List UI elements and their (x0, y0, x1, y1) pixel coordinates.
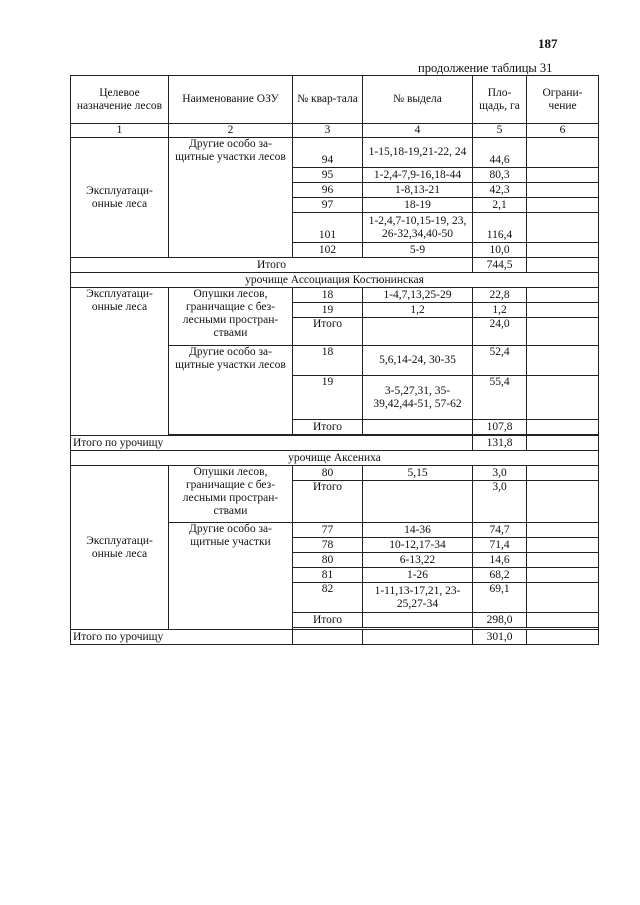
header-area: Пло-щадь, га (473, 76, 527, 124)
restriction-cell (527, 568, 599, 583)
purpose-cell: Эксплуатаци-онные леса (71, 138, 169, 258)
restriction-cell (527, 303, 599, 318)
subtotal-label: Итого (293, 613, 363, 628)
area-cell: 80,3 (473, 168, 527, 183)
restriction-cell (527, 523, 599, 538)
restriction-cell (527, 376, 599, 420)
total-row (71, 258, 599, 273)
vydel-cell: 10-12,17-34 (363, 538, 473, 553)
subtotal-area: 24,0 (473, 318, 527, 346)
tract-total-row (71, 436, 599, 451)
section-title-row (71, 273, 599, 288)
vydel-cell: 1-8,13-21 (363, 183, 473, 198)
restriction-cell (527, 213, 599, 243)
area-cell: 3,0 (473, 466, 527, 481)
kvartal-cell: 97 (293, 198, 363, 213)
ozu-cell: Опушки лесов, граничащие с без-лесными простран-ствами (169, 466, 293, 523)
kvartal-cell: 19 (293, 303, 363, 318)
area-cell: 71,4 (473, 538, 527, 553)
area-cell: 44,6 (473, 138, 527, 168)
vydel-cell: 1-2,4-7,9-16,18-44 (363, 168, 473, 183)
header-vydel: № выдела (363, 76, 473, 124)
kvartal-cell: 80 (293, 553, 363, 568)
kvartal-cell: 101 (293, 213, 363, 243)
ozu-cell: Опушки лесов, граничащие с без-лесными простран-ствами (169, 288, 293, 346)
restriction-cell (527, 436, 599, 451)
area-cell: 22,8 (473, 288, 527, 303)
restriction-cell (527, 481, 599, 523)
tract-total-area: 131,8 (473, 436, 527, 451)
kvartal-cell: 81 (293, 568, 363, 583)
restriction-cell (527, 420, 599, 435)
tract-total-area: 301,0 (473, 630, 527, 645)
vydel-cell: 6-13,22 (363, 553, 473, 568)
kvartal-cell: 95 (293, 168, 363, 183)
vydel-cell: 18-19 (363, 198, 473, 213)
restriction-cell (527, 288, 599, 303)
subtotal-label: Итого (293, 481, 363, 523)
subtotal-area: 298,0 (473, 613, 527, 628)
ozu-cell: Другие особо за-щитные участки (169, 523, 293, 630)
tract-total-label: Итого по урочищу (71, 630, 293, 645)
total-area: 744,5 (473, 258, 527, 273)
purpose-cell: Эксплуатаци-онные леса (71, 466, 169, 630)
kvartal-cell: 94 (293, 138, 363, 168)
col-number: 6 (527, 124, 599, 138)
table-row (71, 466, 599, 481)
restriction-cell (527, 198, 599, 213)
total-label: Итого (71, 258, 473, 273)
restriction-cell (527, 346, 599, 376)
kvartal-cell: 102 (293, 243, 363, 258)
restriction-cell (527, 538, 599, 553)
restriction-cell (527, 243, 599, 258)
area-cell: 42,3 (473, 183, 527, 198)
ozu-cell: Другие особо за-щитные участки лесов (169, 346, 293, 435)
vydel-cell: 1-26 (363, 568, 473, 583)
vydel-cell: 5,15 (363, 466, 473, 481)
table-row (71, 138, 599, 168)
area-cell: 1,2 (473, 303, 527, 318)
kvartal-cell: 96 (293, 183, 363, 198)
col-number: 3 (293, 124, 363, 138)
tract-title: урочище Аксениха (71, 451, 599, 466)
restriction-cell (527, 630, 599, 645)
tract-total-label: Итого по урочищу (71, 436, 473, 451)
table-caption: продолжение таблицы 31 (418, 61, 553, 75)
column-numbers-row (71, 124, 599, 138)
header-ozu: Наименование ОЗУ (169, 76, 293, 124)
vydel-cell (363, 613, 473, 628)
area-cell: 69,1 (473, 583, 527, 613)
restriction-cell (527, 138, 599, 168)
vydel-cell: 1-15,18-19,21-22, 24 (363, 138, 473, 168)
header-restriction: Ограни-чение (527, 76, 599, 124)
col-number: 4 (363, 124, 473, 138)
vydel-cell: 14-36 (363, 523, 473, 538)
area-cell: 2,1 (473, 198, 527, 213)
vydel-cell: 3-5,27,31, 35-39,42,44-51, 57-62 (363, 376, 473, 420)
vydel-cell: 1,2 (363, 303, 473, 318)
kvartal-cell: 18 (293, 346, 363, 376)
restriction-cell (527, 613, 599, 628)
vydel-cell (363, 481, 473, 523)
area-cell: 14,6 (473, 553, 527, 568)
subtotal-label: Итого (293, 420, 363, 435)
kvartal-cell: 77 (293, 523, 363, 538)
area-cell: 116,4 (473, 213, 527, 243)
restriction-cell (527, 168, 599, 183)
subtotal-area: 107,8 (473, 420, 527, 435)
tract-title: урочище Ассоциация Костюнинская (71, 273, 599, 288)
header-row (71, 76, 599, 124)
forest-table (70, 75, 599, 645)
restriction-cell (527, 553, 599, 568)
ozu-cell: Другие особо за-щитные участки лесов (169, 138, 293, 258)
restriction-cell (527, 583, 599, 613)
vydel-cell: 1-4,7,13,25-29 (363, 288, 473, 303)
area-cell: 55,4 (473, 376, 527, 420)
area-cell: 10,0 (473, 243, 527, 258)
vydel-cell (363, 318, 473, 346)
kvartal-cell: 78 (293, 538, 363, 553)
vydel-cell (363, 630, 473, 645)
area-cell: 68,2 (473, 568, 527, 583)
kvartal-cell: 80 (293, 466, 363, 481)
purpose-cell: Эксплуатаци-онные леса (71, 288, 169, 436)
area-cell: 74,7 (473, 523, 527, 538)
subtotal-area: 3,0 (473, 481, 527, 523)
restriction-cell (527, 466, 599, 481)
table-row (71, 288, 599, 303)
vydel-cell: 1-11,13-17,21, 23-25,27-34 (363, 583, 473, 613)
kvartal-cell: 18 (293, 288, 363, 303)
header-kvartal: № квар-тала (293, 76, 363, 124)
vydel-cell (363, 420, 473, 435)
vydel-cell: 5-9 (363, 243, 473, 258)
col-number: 2 (169, 124, 293, 138)
vydel-cell: 1-2,4,7-10,15-19, 23, 26-32,34,40-50 (363, 213, 473, 243)
vydel-cell: 5,6,14-24, 30-35 (363, 346, 473, 376)
kvartal-cell: 19 (293, 376, 363, 420)
page-number: 187 (538, 36, 558, 51)
tract-total-row (71, 630, 599, 645)
header-purpose: Целевое назначение лесов (71, 76, 169, 124)
restriction-cell (527, 258, 599, 273)
subtotal-label: Итого (293, 318, 363, 346)
col-number: 1 (71, 124, 169, 138)
kvartal-cell (293, 630, 363, 645)
area-cell: 52,4 (473, 346, 527, 376)
section-title-row (71, 451, 599, 466)
restriction-cell (527, 183, 599, 198)
restriction-cell (527, 318, 599, 346)
kvartal-cell: 82 (293, 583, 363, 613)
col-number: 5 (473, 124, 527, 138)
